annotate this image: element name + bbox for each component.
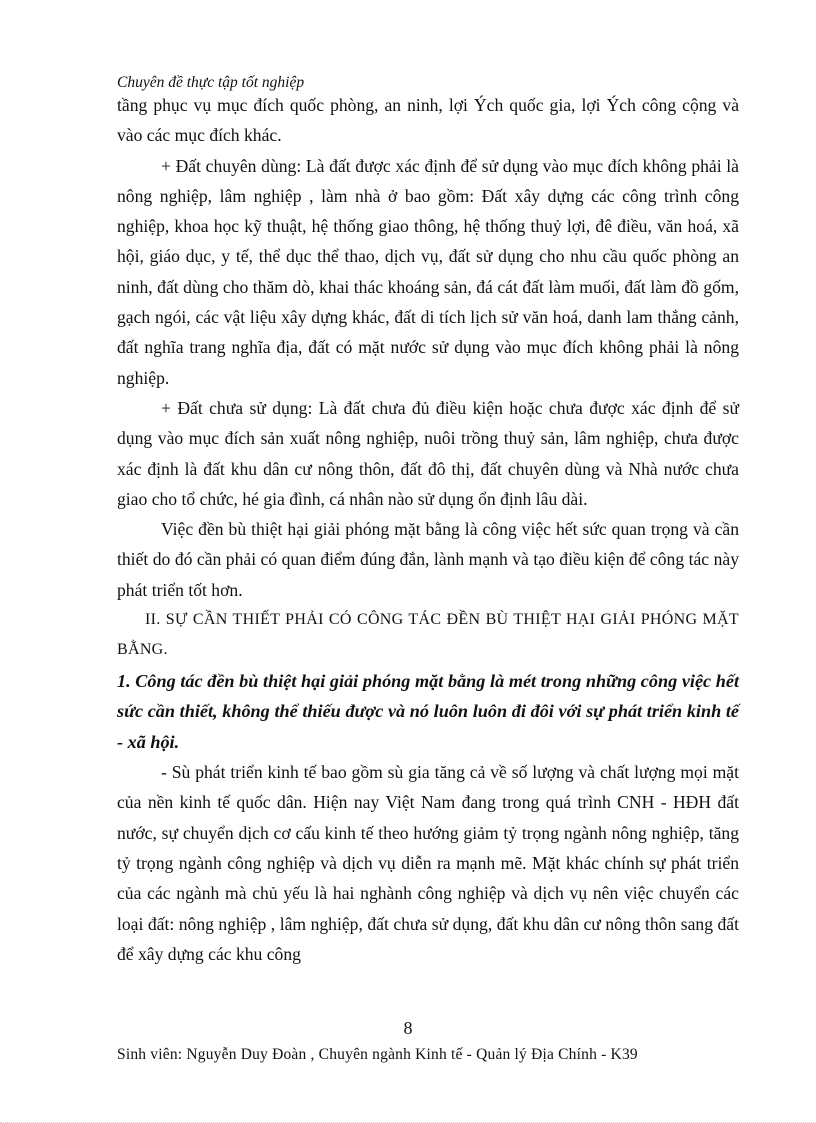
paragraph-1: tầng phục vụ mục đích quốc phòng, an ninh, lợi Ých quốc gia, lợi Ých công cộng và vào các mục đích khác.	[117, 95, 739, 146]
page-number: 8	[403, 1018, 413, 1038]
paragraph-specialized-land: + Đất chuyên dùng: Là đất được xác định để sử dụng vào mục đích không phải là nông nghiệp, lâm nghiệp , làm nhà ở bao gồm: Đất xây dựng các công trình công nghiệp, khoa học kỹ thuật, hệ thống giao thông, hệ thống thuỷ lợi, đê điều, văn hoá, xã hội, giáo dục, y tế, thể dục thể thao, dịch vụ, đất sử dụng cho nhu cầu quốc phòng an ninh, đất dùng cho thăm dò, khai thác khoáng sản, đá cát đất làm muối, đất làm đồ gốm, gạch ngói, các vật liệu xây dựng khác, đất di tích lịch sử văn hoá, danh lam thắng cảnh, đất nghĩa trang nghĩa địa, đất có mặt nước sử dụng vào mục đích không phải là nông nghiệp.	[117, 155, 739, 388]
section-heading: II. SỰ CẦN THIẾT PHẢI CÓ CÔNG TÁC ĐỀN BÙ THIỆT HẠI GIẢI PHÓNG MẶT BẰNG.	[117, 611, 739, 659]
document-body	[117, 90, 739, 969]
subheading: 1. Công tác đền bù thiệt hại giải phóng mặt bằng là mét trong những công việc hết sức cần thiết, không thể thiếu được và nó luôn luôn đi đôi với sự phát triển kinh tế - xã hội.	[117, 670, 739, 752]
paragraph-economic-development: - Sù phát triển kinh tế bao gồm sù gia tăng cả về số lượng và chất lượng mọi mặt của nền kinh tế quốc dân. Hiện nay Việt Nam đang trong quá trình CNH - HĐH đất nước, sự chuyển dịch cơ cấu kinh tế theo hướng giảm tỷ trọng ngành nông nghiệp, tăng tỷ trọng ngành công nghiệp và dịch vụ diễn ra mạnh mẽ. Mặt khác chính sự phát triển của các ngành mà chủ yếu là hai nghành công nghiệp và dịch vụ nên việc chuyển các loại đất: nông nghiệp , lâm nghiệp, đất chưa sử dụng, đất khu dân cư nông thôn sang đất để xây dựng các khu công	[117, 762, 739, 964]
running-header: Chuyên đề thực tập tốt nghiệp	[117, 74, 305, 91]
paragraph-compensation: Việc đền bù thiệt hại giải phóng mặt bằng là công việc hết sức quan trọng và cần thiết do đó cần phải có quan điểm đúng đắn, lành mạnh và tạo điều kiện để công tác này phát triển tốt hơn.	[117, 519, 739, 600]
paragraph-unused-land: + Đất chưa sử dụng: Là đất chưa đủ điều kiện hoặc chưa được xác định để sử dụng vào mục đích sản xuất nông nghiệp, nuôi trồng thuỷ sản, lâm nghiệp, chưa được xác định là đất khu dân cư nông thôn, đất đô thị, đất chuyên dùng và Nhà nước chưa giao cho tổ chức, hé gia đình, cá nhân nào sử dụng ổn định lâu dài.	[117, 397, 739, 509]
page-footer: Sinh viên: Nguyễn Duy Đoàn , Chuyên ngành Kinh tế - Quản lý Địa Chính - K39	[117, 1046, 638, 1063]
